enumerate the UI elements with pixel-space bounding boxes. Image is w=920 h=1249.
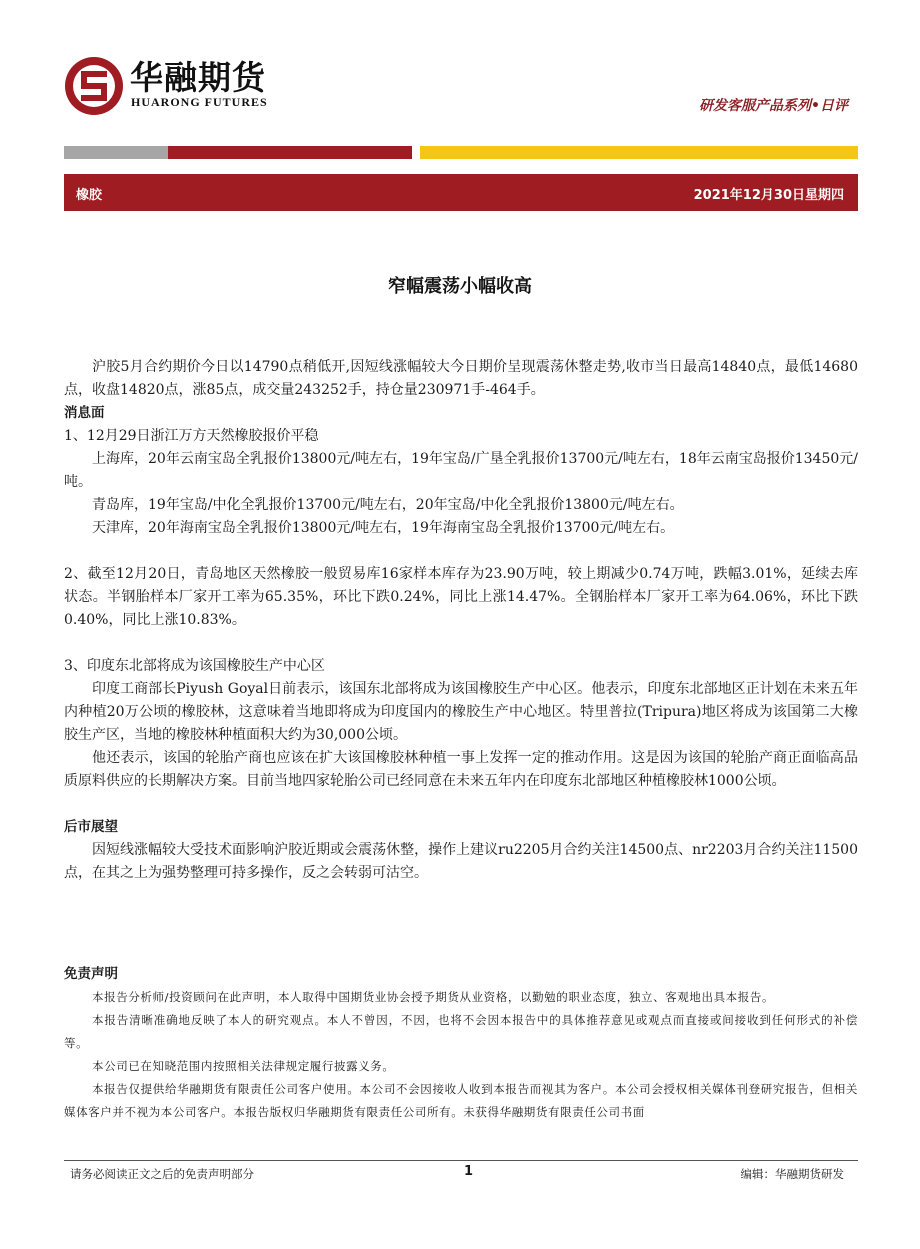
- disclaimer-paragraph-3: 本公司已在知晓范围内按照相关法律规定履行披露义务。: [92, 1059, 395, 1073]
- disclaimer-paragraph-1: 本报告分析师/投资顾问在此声明，本人取得中国期货业协会授予期货从业资格，以勤勉的职业态度，独立、客观地出具本报告。: [92, 990, 775, 1004]
- page-number: 1: [464, 1164, 474, 1179]
- company-logo-icon: [64, 56, 124, 116]
- series-label: 研发客服产品系列•日评: [699, 98, 848, 114]
- disclaimer-body: [64, 986, 858, 1124]
- news1-paragraph-qingdao: 青岛库，19年宝岛/中化全乳报价13700元/吨左右，20年宝岛/中化全乳报价13800元/吨左右。: [92, 497, 684, 513]
- disclaimer-paragraph-2: 本报告清晰准确地反映了本人的研究观点。本人不曾因，不因，也将不会因本报告中的具体推荐意见或观点而直接或间接收到任何形式的补偿等。: [64, 1013, 858, 1050]
- report-date: 2021年12月30日星期四: [693, 188, 844, 203]
- spacer: [64, 793, 858, 816]
- outlook-paragraph: 因短线涨幅较大受技术面影响沪胶近期或会震荡休整，操作上建议ru2205月合约关注14500点、nr2203月合约关注11500点，在其之上为强势整理可持多操作，反之会转弱可沽空。: [64, 842, 858, 881]
- spacer: [64, 632, 858, 655]
- decor-bar-red: [168, 146, 412, 159]
- page-title: 窄幅震荡小幅收高: [388, 276, 532, 297]
- footer-divider: [64, 1160, 858, 1161]
- news1-paragraph-tianjin: 天津库，20年海南宝岛全乳报价13800元/吨左右，19年海南宝岛全乳报价13700元/吨左右。: [92, 520, 675, 536]
- news1-paragraph-shanghai: 上海库，20年云南宝岛全乳报价13800元/吨左右，19年宝岛/广垦全乳报价13700元/吨左右，18年云南宝岛报价13450元/吨。: [64, 451, 858, 490]
- news2-paragraph: 2、截至12月20日，青岛地区天然橡胶一般贸易库16家样本库存为23.90万吨，较上期减少0.74万吨，跌幅3.01%，延续去库状态。半钢胎样本厂家开工率为65.35%，环比下跌0.24%，同比上涨14.47%。全钢胎样本厂家开工率为64.06%，环比下跌0.40%，同比上涨10.83%。: [64, 566, 858, 628]
- spacer: [64, 540, 858, 563]
- disclaimer-paragraph-4: 本报告仅提供给华融期货有限责任公司客户使用。本公司不会因接收人收到本报告而视其为客户。本公司会授权相关媒体刊登研究报告，但相关媒体客户并不视为本公司客户。本报告版权归华融期货有限责任公司所有。未获得华融期货有限责任公司书面: [64, 1082, 858, 1119]
- brand-name-en: HUARONG FUTURES: [131, 95, 268, 109]
- footer-notice: 请务必阅读正文之后的免责声明部分: [70, 1167, 254, 1181]
- news1-title: 1、12月29日浙江万方天然橡胶报价平稳: [64, 428, 319, 444]
- news-heading: 消息面: [64, 405, 105, 421]
- brand-name-cn: 华融期货: [130, 58, 266, 97]
- disclaimer-heading: 免责声明: [64, 966, 118, 982]
- outlook-heading: 后市展望: [64, 819, 118, 835]
- news3-paragraph-2: 他还表示，该国的轮胎产商也应该在扩大该国橡胶林种植一事上发挥一定的推动作用。这是因为该国的轮胎产商正面临高品质原料供应的长期解决方案。目前当地四家轮胎公司已经同意在未来五年内在印度东北部地区种植橡胶林1000公顷。: [64, 750, 858, 789]
- news3-title: 3、印度东北部将成为该国橡胶生产中心区: [64, 658, 325, 674]
- category-label: 橡胶: [76, 188, 103, 203]
- decor-bar-gray: [64, 146, 168, 159]
- footer-editor: 编辑：华融期货研发: [740, 1167, 844, 1181]
- news3-paragraph-1: 印度工商部长Piyush Goyal日前表示，该国东北部将成为该国橡胶生产中心区。他表示，印度东北部地区正计划在未来五年内种植20万公顷的橡胶林，这意味着当地即将成为印度国内的橡胶生产中心地区。特里普拉(Tripura)地区将成为该国第二大橡胶生产区，当地的橡胶林种植面积大约为30,000公顷。: [64, 681, 858, 743]
- decor-bar-yellow: [420, 146, 858, 159]
- intro-paragraph: 沪胶5月合约期价今日以14790点稍低开,因短线涨幅较大今日期价呈现震荡休整走势,收市当日最高14840点，最低14680点，收盘14820点，涨85点，成交量243252手，持仓量230971手-464手。: [64, 359, 858, 398]
- article-body: [64, 356, 858, 885]
